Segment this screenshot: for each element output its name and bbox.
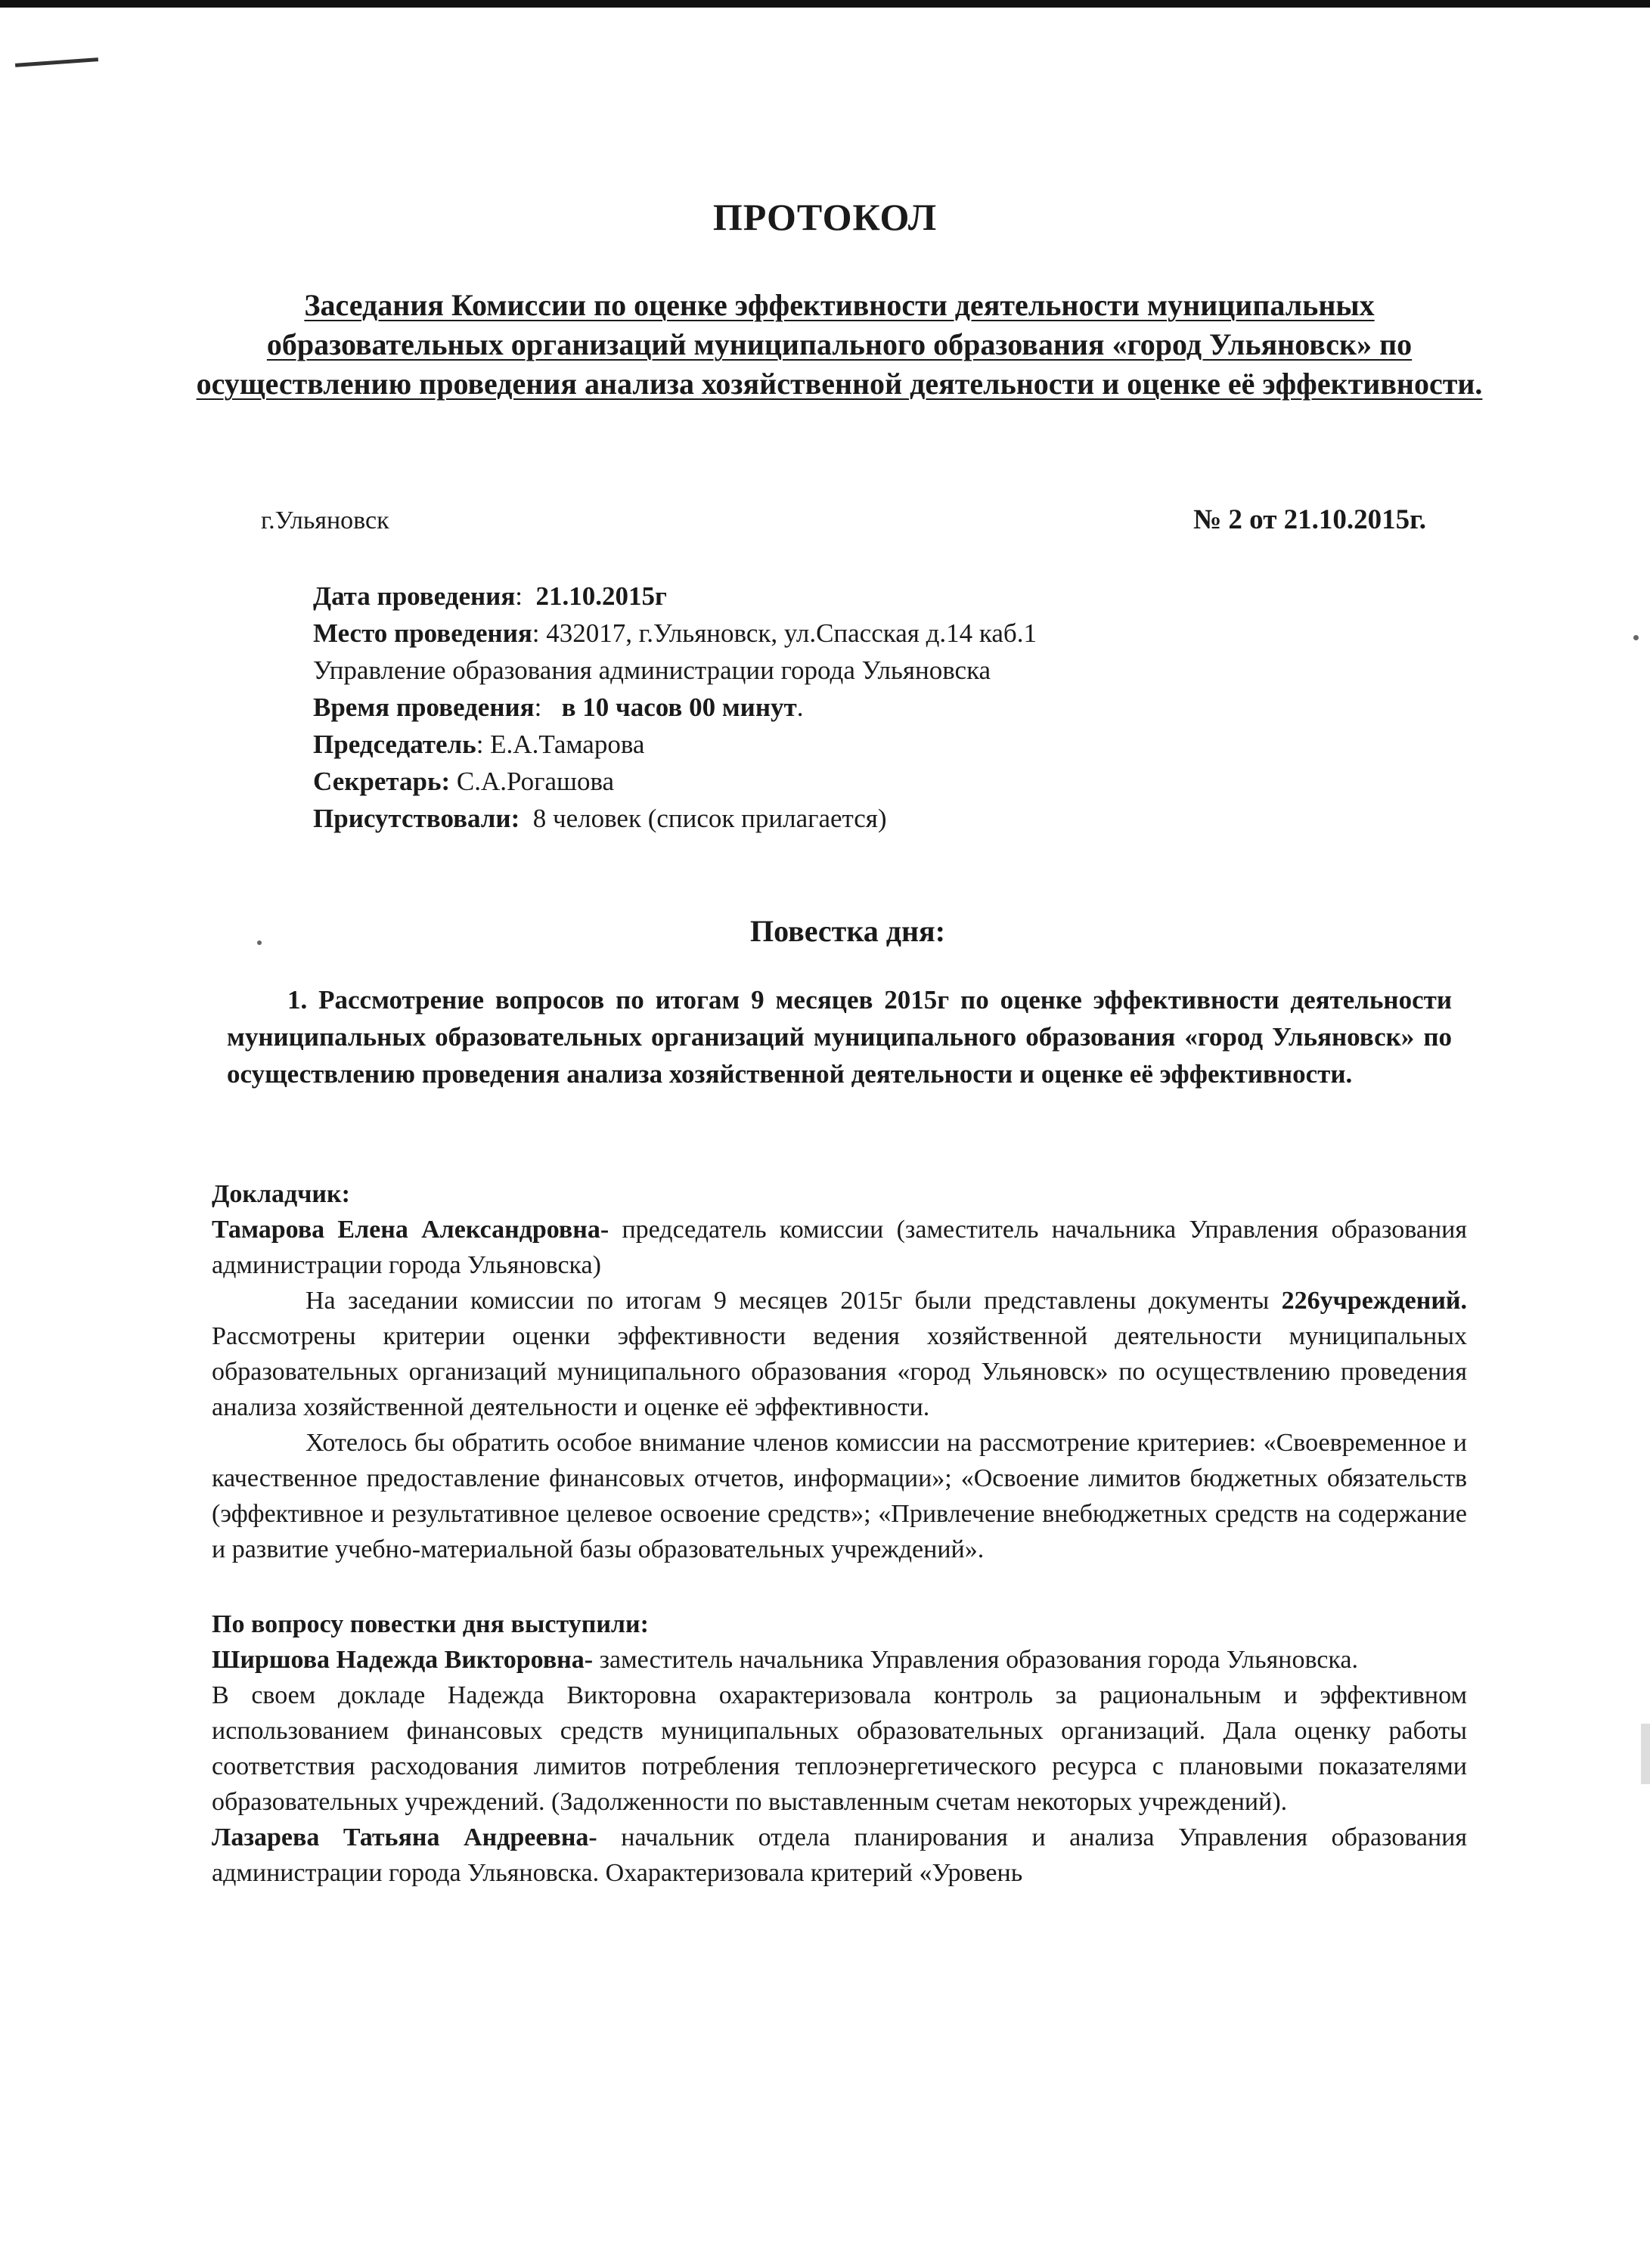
place-org: Управление образования администрации города Ульяновска: [313, 655, 991, 685]
secretary-line: [313, 763, 1037, 800]
speaker-label: Докладчик:: [212, 1180, 350, 1208]
speaker2-name: Ширшова Надежда Викторовна-: [212, 1646, 594, 1674]
discussion-label: По вопросу повестки дня выступили:: [212, 1610, 649, 1638]
scan-mark: [15, 57, 98, 67]
institutions-count: 226учреждений.: [1281, 1287, 1467, 1315]
date-label: Дата проведения: [313, 581, 516, 611]
chair-line: Председатель: Е.А.Тамарова: [313, 730, 645, 759]
present-label: Присутствовали:: [313, 804, 520, 833]
time-line: Время проведения: в 10 часов 00 минут.: [313, 692, 804, 722]
agenda-title: Повестка дня:: [749, 914, 946, 948]
document-subtitle: [189, 286, 1490, 404]
place-line: Место проведения: 432017, г.Ульяновск, ул.Спасская д.14 каб.1: [313, 618, 1037, 648]
chair-label: Председатель: [313, 730, 476, 759]
date-value: 21.10.2015г: [535, 581, 667, 611]
scan-speck: [1633, 635, 1639, 640]
secretary-value: С.А.Рогашова: [456, 767, 615, 796]
secretary-label: Секретарь:: [313, 767, 451, 796]
meeting-details: [313, 578, 1037, 837]
present-value: 8 человек (список прилагается): [532, 804, 887, 833]
document-title: ПРОТОКОЛ: [712, 196, 938, 238]
city: г.Ульяновск: [261, 507, 389, 534]
date-line: Дата проведения: 21.10.2015г: [313, 581, 667, 611]
speaker-name: Тамарова Елена Александровна-: [212, 1216, 609, 1244]
speaker2-role: заместитель начальника Управления образования города Ульяновска.: [593, 1646, 1359, 1674]
speaker3-name: Лазарева Татьяна Андреевна-: [212, 1823, 597, 1851]
subtitle-text: Заседания Комиссии по оценке эффективности деятельности муниципальных образовательных организаций муниципального образования «город Ульяновск» по осуществлению проведения анализа хозяйственной деятельности и оценке её эффективности.: [196, 288, 1483, 401]
place-value: 432017, г.Ульяновск, ул.Спасская д.14 каб.1: [546, 618, 1037, 648]
paragraph: На заседании комиссии по итогам 9 месяцев 2015г были представлены документы 226учреждений. Рассмотрены критерии оценки эффективности ведения хозяйственной деятельности муниципальных образовательных организаций муниципального образования «город Ульяновск» по осуществлению проведения анализа хозяйственной деятельности и оценке её эффективности.: [212, 1287, 1467, 1421]
agenda-item: 1. Рассмотрение вопросов по итогам 9 месяцев 2015г по оценке эффективности деятельности муниципальных образовательных организаций муниципального образования «город Ульяновск» по осуществлению проведения анализа хозяйственной деятельности и оценке её эффективности.: [227, 985, 1452, 1089]
document-body: [212, 1176, 1467, 1891]
time-value: в 10 часов 00 минут: [561, 692, 797, 722]
chair-value: Е.А.Тамарова: [490, 730, 645, 759]
speaker3-role: начальник отдела планирования и анализа Управления образования администрации города Ульяновска. Охарактеризовала критерий «Уровень: [212, 1823, 1467, 1887]
paragraph: В своем докладе Надежда Викторовна охарактеризовала контроль за рациональным и эффективном использованием финансовых средств муниципальных образовательных организаций. Дала оценку работы соответствия расходования лимитов потребления теплоэнергетического ресурса с плановыми показателями образовательных учреждений. (Задолженности по выставленным счетам некоторых учреждений).: [212, 1681, 1467, 1816]
speaker-role: председатель комиссии (заместитель начальника Управления образования администрации города Ульяновска): [212, 1216, 1467, 1279]
place-label: Место проведения: [313, 618, 532, 648]
time-label: Время проведения: [313, 692, 535, 722]
scan-mark: [1641, 1724, 1650, 1784]
document-number: № 2 от 21.10.2015г.: [1193, 504, 1426, 535]
scan-edge: [0, 0, 1650, 8]
present-line: [313, 800, 1037, 837]
paragraph: Хотелось бы обратить особое внимание членов комиссии на рассмотрение критериев: «Своевременное и качественное предоставление финансовых отчетов, информации»; «Освоение лимитов бюджетных обязательств (эффективное и результативное целевое освоение средств»; «Привлечение внебюджетных средств на содержание и развитие учебно-материальной базы образовательных учреждений».: [212, 1429, 1467, 1563]
